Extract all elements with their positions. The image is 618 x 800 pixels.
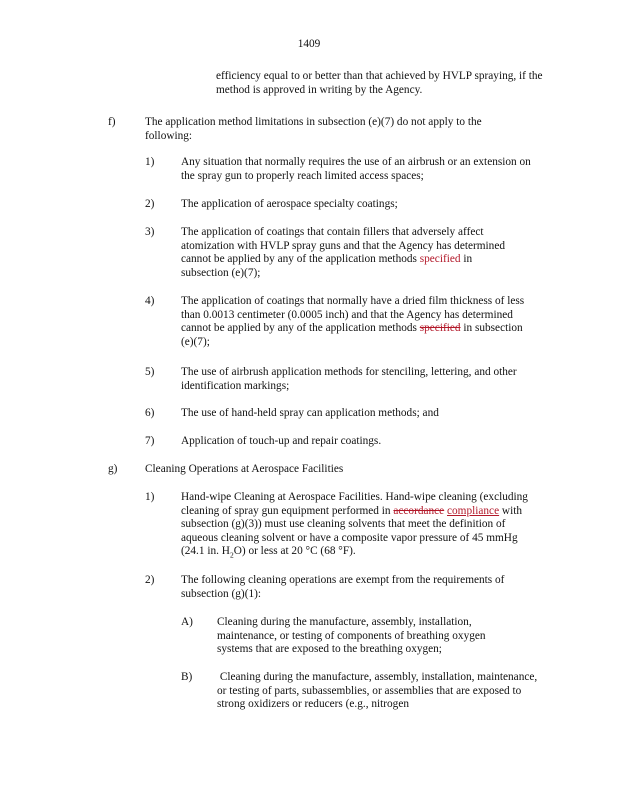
f-item-4-marker: 4) xyxy=(145,295,155,307)
f-item-6-text: The use of hand-held spray can application methods; and xyxy=(181,407,439,419)
f-item-4-text: The application of coatings that normally have a dried film thickness of less than 0.0013 centimeter (0.0005 inch) and that the Agency has determined cannot be applied by any of the application methods specified in subsection (e)(7); xyxy=(181,295,525,348)
subsection-f-text: The application method limitations in subsection (e)(7) do not apply to the following: xyxy=(145,116,482,142)
deleted-text: specified xyxy=(419,322,461,335)
continued-paragraph: efficiency equal to or better than that achieved by HVLP spraying, if the method is approved in writing by the Agency. xyxy=(216,70,543,96)
f-item-1-text: Any situation that normally requires the use of an airbrush or an extension on the spray gun to properly reach limited access spaces; xyxy=(181,156,531,182)
deleted-text: accordance xyxy=(393,504,445,517)
g-item-2a-marker: A) xyxy=(181,616,193,628)
g-item-2b-text: Cleaning during the manufacture, assembly, installation, maintenance, or testing of parts, subassemblies, or assemblies that are exposed to strong oxidizers or reducers (e.g., nitrogen xyxy=(217,671,541,711)
g-item-2-marker: 2) xyxy=(145,574,155,586)
f-item-6-marker: 6) xyxy=(145,407,155,419)
f-item-7-text: Application of touch-up and repair coatings. xyxy=(181,435,382,447)
g-item-2-text: The following cleaning operations are exempt from the requirements of subsection (g)(1): xyxy=(181,574,505,600)
g-item-2b-marker: B) xyxy=(181,671,193,683)
f-item-3-text: The application of coatings that contain fillers that adversely affect atomization with HVLP spray guns and that the Agency has determined cannot be applied by any of the application methods specified in subsection (e)(7); xyxy=(181,226,505,279)
g-item-2a-text: Cleaning during the manufacture, assembly, installation, maintenance, or testing of components of breathing oxygen systems that are exposed to the breathing oxygen; xyxy=(217,616,486,656)
subsection-g-heading: Cleaning Operations at Aerospace Facilities xyxy=(145,463,344,475)
f-item-5-text: The use of airbrush application methods for stenciling, lettering, and other identification markings; xyxy=(181,366,517,392)
g-item-1-marker: 1) xyxy=(145,491,155,503)
f-item-3-marker: 3) xyxy=(145,226,155,238)
g-item-1-text: Hand-wipe Cleaning at Aerospace Facilities. Hand-wipe cleaning (excluding cleaning of spray gun equipment performed in accordance compliance with subsection (g)(3)) must use cleaning solvents that meet the definition of aqueous cleaning solvent or have a composite vapor pressure of 45 mmHg (24.1 in. $H_2O$) or less at 20 °C (68 °F). xyxy=(181,491,528,560)
subsection-g-marker: g) xyxy=(108,463,118,475)
inserted-text: compliance xyxy=(447,504,500,517)
f-item-7-marker: 7) xyxy=(145,435,155,447)
f-item-2-marker: 2) xyxy=(145,198,155,210)
f-item-5-marker: 5) xyxy=(145,366,155,378)
page-number: 1409 xyxy=(297,38,321,50)
subsection-f-marker: f) xyxy=(108,116,116,128)
inserted-text: specified xyxy=(419,253,461,266)
f-item-2-text: The application of aerospace specialty coatings; xyxy=(181,198,398,210)
f-item-1-marker: 1) xyxy=(145,156,155,168)
